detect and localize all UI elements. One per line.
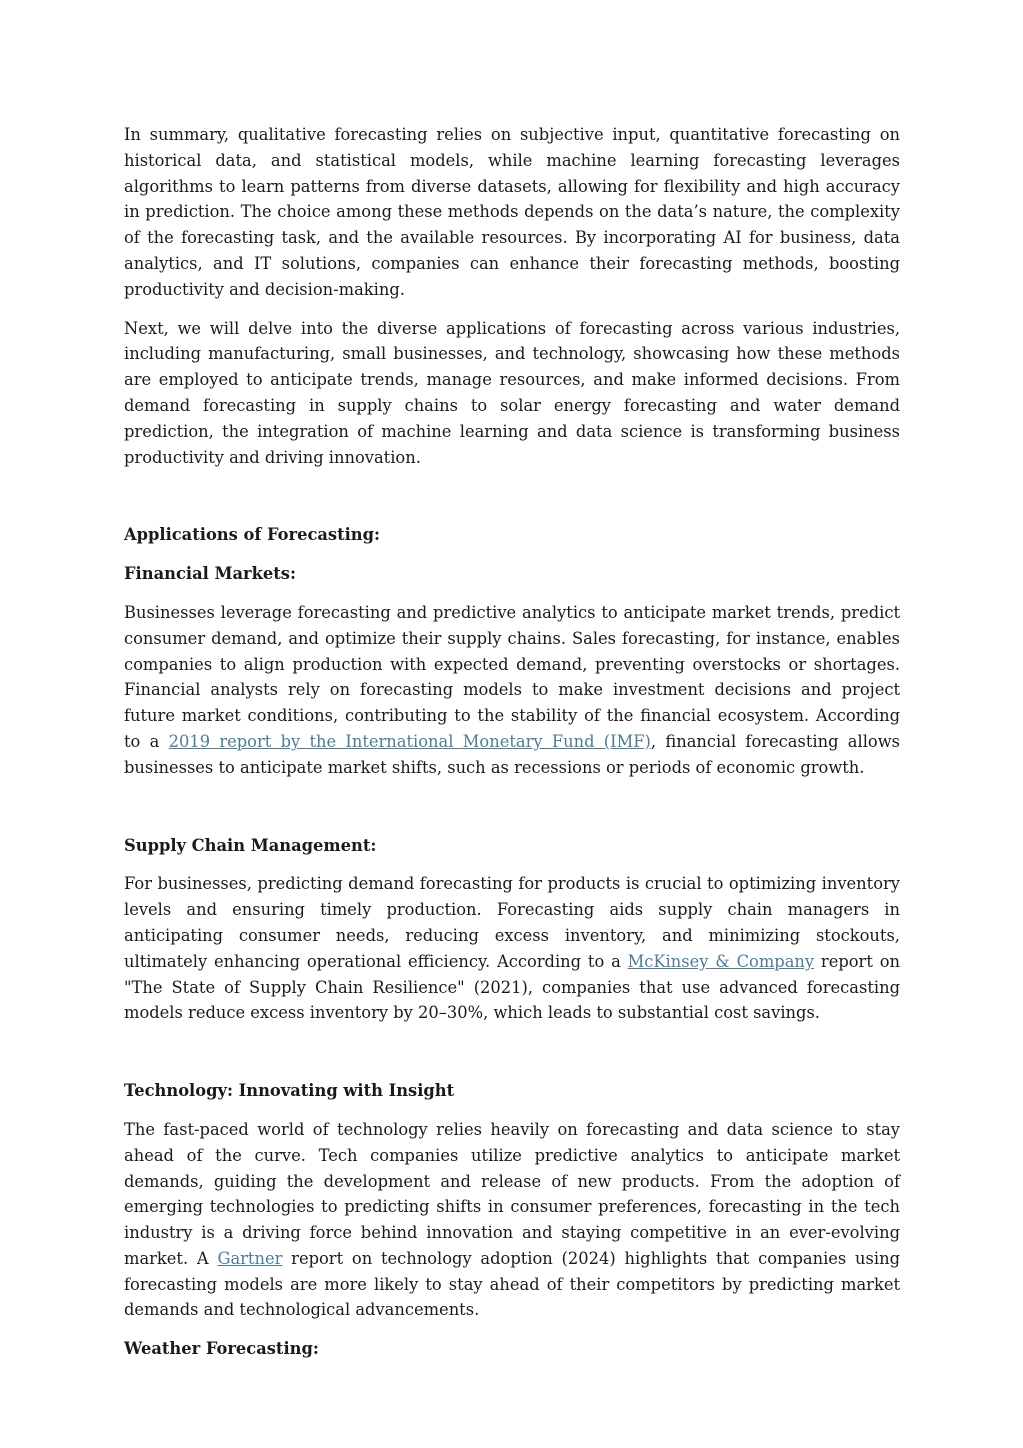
financial-text-before: Businesses leverage forecasting and predictive analytics to anticipate market trends, predict consumer demand, and optimize their supply chains. Sales forecasting, for instance, enables companies to align production with expected demand, preventing overstocks or shortages. Financial analysts rely on forecasting models to make investment decisions and project future market conditions, contributing to the stability of the financial ecosystem. According to a xyxy=(124,602,900,751)
financial-markets-paragraph xyxy=(124,600,900,781)
document-page xyxy=(124,122,900,1362)
gartner-link[interactable]: Gartner xyxy=(217,1248,283,1268)
supply-chain-text-before: For businesses, predicting demand forecasting for products is crucial to optimizing inventory levels and ensuring timely production. Forecasting aids supply chain managers in anticipating consumer needs, reducing excess inventory, and minimizing stockouts, ultimately enhancing operational efficiency. According to a xyxy=(124,874,900,971)
technology-text-after: report on technology adoption (2024) highlights that companies using forecasting models are more likely to stay ahead of their competitors by predicting market demands and technological advancements. xyxy=(124,1248,900,1320)
supply-chain-paragraph xyxy=(124,871,900,1026)
supply-chain-heading: Supply Chain Management: xyxy=(124,835,377,855)
technology-text-before: The fast-paced world of technology relies heavily on forecasting and data science to stay ahead of the curve. Tech companies utilize predictive analytics to anticipate market demands, guiding the development and release of new products. From the adoption of emerging technologies to predicting shifts in consumer preferences, forecasting in the tech industry is a driving force behind innovation and staying competitive in an ever-evolving market. A xyxy=(124,1119,900,1268)
intro-paragraph-next: Next, we will delve into the diverse applications of forecasting across various industries, including manufacturing, small businesses, and technology, showcasing how these methods are employed to anticipate trends, manage resources, and make informed decisions. From demand forecasting in supply chains to solar energy forecasting and water demand prediction, the integration of machine learning and data science is transforming business productivity and driving innovation. xyxy=(124,318,900,467)
applications-heading: Applications of Forecasting: xyxy=(124,525,381,545)
weather-forecasting-heading: Weather Forecasting: xyxy=(124,1339,319,1359)
technology-paragraph xyxy=(124,1117,900,1323)
intro-paragraph-summary: In summary, qualitative forecasting relies on subjective input, quantitative forecasting on historical data, and statistical models, while machine learning forecasting leverages algorithms to learn patterns from diverse datasets, allowing for flexibility and high accuracy in prediction. The choice among these methods depends on the data’s nature, the complexity of the forecasting task, and the available resources. By incorporating AI for business, data analytics, and IT solutions, companies can enhance their forecasting methods, boosting productivity and decision-making. xyxy=(124,125,900,299)
supply-chain-text-after: report on "The State of Supply Chain Resilience" (2021), companies that use advanced forecasting models reduce excess inventory by 20–30%, which leads to substantial cost savings. xyxy=(124,951,900,1023)
imf-report-link[interactable]: 2019 report by the International Monetary Fund (IMF) xyxy=(168,731,651,751)
financial-markets-heading: Financial Markets: xyxy=(124,564,296,584)
technology-heading: Technology: Innovating with Insight xyxy=(124,1081,455,1101)
financial-text-after: , financial forecasting allows businesses to anticipate market shifts, such as recessions or periods of economic growth. xyxy=(124,731,901,777)
mckinsey-link[interactable]: McKinsey & Company xyxy=(627,951,815,971)
